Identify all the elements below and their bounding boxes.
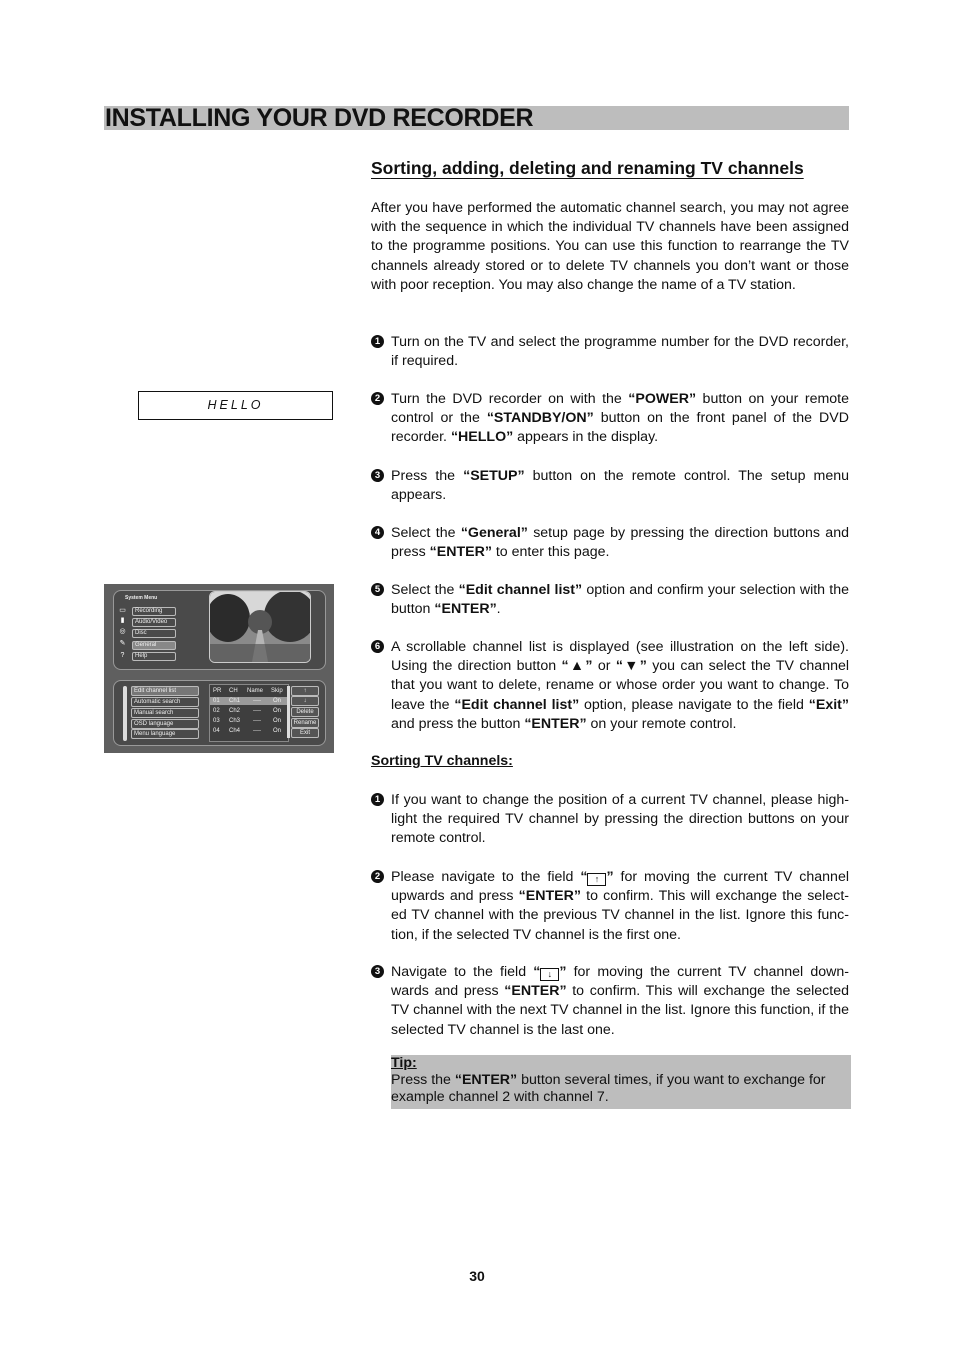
col-skip: Skip <box>271 688 283 694</box>
step-number: 6 <box>371 640 384 653</box>
step-text: or <box>592 658 616 675</box>
general-label: “General” <box>460 525 528 541</box>
cell: Ch3 <box>229 718 241 724</box>
sorting-step-1 <box>371 791 849 849</box>
sorting-step-2 <box>371 868 849 945</box>
step-number: 3 <box>371 965 384 978</box>
col-pr: PR <box>213 688 222 694</box>
step-number: 2 <box>371 870 384 883</box>
step-2 <box>371 390 849 448</box>
osd-title: System Menu <box>125 595 158 601</box>
power-label: “POWER” <box>628 391 697 407</box>
menu-item-disc[interactable]: Disc <box>132 629 176 638</box>
step-text: for moving the current TV channel upwards and press <box>391 869 849 905</box>
step-number: 4 <box>371 526 384 539</box>
option-automatic-search[interactable]: Automatic search <box>131 697 199 707</box>
cell: ---- <box>253 728 261 734</box>
col-ch: CH <box>229 688 238 694</box>
display-text: HELLO <box>207 398 264 412</box>
page-number: 30 <box>469 1268 485 1284</box>
cell: On <box>273 708 282 714</box>
disc-icon: ◎ <box>119 628 126 635</box>
step-text: Select the <box>391 525 461 541</box>
quote-open: “ <box>580 869 588 885</box>
cell: ---- <box>253 708 261 714</box>
step-text: to confirm. This will exchange the select-ed TV channel with the previous TV channel in the list. Ignore this func-tion, if the selected TV channel is the first one. <box>391 888 849 943</box>
quote-open: “ <box>533 964 541 980</box>
step-text: Press the <box>391 468 464 484</box>
step-number: 2 <box>371 392 384 405</box>
osd-screenshot <box>104 584 334 753</box>
step-text: Navigate to the field <box>391 964 534 980</box>
tip-box <box>391 1055 851 1109</box>
enter-label: “ENTER” <box>518 888 581 905</box>
step-text: . <box>496 601 501 618</box>
step-text: you can select the TV channel that you want to delete, rename or whose order you want to change. To leave the <box>391 658 850 713</box>
monitor-icon: ▮ <box>120 617 125 624</box>
step-3 <box>371 467 849 505</box>
table-row[interactable] <box>213 707 287 715</box>
step-text: appears in the display. <box>513 429 659 446</box>
step-text: setup page by pressing the direction buttons and press <box>391 525 849 561</box>
move-up-button[interactable]: ↑ <box>291 686 319 696</box>
step-text: Please navigate to the field <box>391 869 581 885</box>
tree-road-image <box>210 592 310 662</box>
step-text: button on the remote control. The setup menu appears. <box>391 468 849 504</box>
move-down-icon: ↓ <box>540 968 559 981</box>
step-number: 5 <box>371 583 384 596</box>
step-text: option, please navigate to the field <box>579 696 809 713</box>
menu-item-help[interactable]: Help <box>132 652 176 661</box>
cell: Ch1 <box>229 698 241 704</box>
step-text: on your remote control. <box>586 715 737 732</box>
menu-item-recording[interactable]: Recording <box>132 607 176 616</box>
step-text: button on your remote control or the <box>391 391 849 427</box>
hello-label: “HELLO” <box>450 429 514 446</box>
video-preview <box>209 591 311 663</box>
section-heading: Sorting, adding, deleting and renaming TV channels <box>371 158 804 178</box>
enter-label: “ENTER” <box>454 1072 518 1088</box>
cell: ---- <box>253 698 261 704</box>
menu-item-general[interactable]: General <box>132 641 176 650</box>
enter-label: “ENTER” <box>429 544 492 561</box>
table-row[interactable] <box>213 717 287 725</box>
step-text: If you want to change the position of a current TV channel, please high-light the required TV channel by pressing the direction buttons on your remote control. <box>391 792 849 847</box>
move-up-icon: ↑ <box>587 873 606 886</box>
table-row[interactable] <box>210 697 288 705</box>
step-text: button on the front panel of the DVD recorder. <box>391 410 849 446</box>
quote-close: ” <box>606 869 614 885</box>
enter-label: “ENTER” <box>504 983 567 1000</box>
sorting-heading: Sorting TV channels: <box>371 753 513 769</box>
setup-label: “SETUP” <box>463 468 525 484</box>
step-text: Select the <box>391 582 459 598</box>
cell: 03 <box>213 718 220 724</box>
step-number: 1 <box>371 335 384 348</box>
step-text: to confirm. This will exchange the selected TV channel with the next TV channel in the list. Ignore this function, if the selected TV channel is the last one. <box>391 983 849 1038</box>
step-4 <box>371 524 849 562</box>
step-text: to enter this page. <box>491 544 610 561</box>
cell: On <box>273 718 282 724</box>
exit-label: “Exit” <box>808 696 850 713</box>
help-icon: ? <box>120 652 125 659</box>
edit-channel-list-label: “Edit channel list” <box>454 696 580 713</box>
move-down-button[interactable]: ↓ <box>291 696 319 706</box>
cell: 01 <box>213 698 220 704</box>
tip-text: Press the <box>391 1072 455 1088</box>
cell: Ch4 <box>229 728 241 734</box>
cell: 02 <box>213 708 220 714</box>
step-text: for moving the current TV channel down-wards and press <box>391 964 849 1000</box>
step-text: Turn the DVD recorder on with the <box>391 391 629 407</box>
page-title: INSTALLING YOUR DVD RECORDER <box>105 104 534 132</box>
option-menu-language[interactable]: Menu language <box>131 729 199 739</box>
step-text: and press the button <box>391 715 525 732</box>
menu-item-audio-video[interactable]: Audio/Video <box>132 618 176 627</box>
options-scrollbar[interactable] <box>123 686 127 741</box>
step-number: 1 <box>371 793 384 806</box>
rename-button[interactable]: Rename <box>291 718 319 728</box>
sorting-step-3 <box>371 963 849 1040</box>
record-icon: ▭ <box>119 607 126 614</box>
tip-label: Tip: <box>391 1055 417 1071</box>
option-osd-language[interactable]: OSD language <box>131 719 199 729</box>
cell: 04 <box>213 728 220 734</box>
channel-table <box>209 684 289 742</box>
wrench-icon: ✎ <box>119 640 126 647</box>
display-box <box>138 391 333 420</box>
edit-channel-list-label: “Edit channel list” <box>458 582 583 598</box>
enter-label: “ENTER” <box>524 715 587 732</box>
table-row[interactable] <box>213 727 287 735</box>
table-header <box>213 687 287 695</box>
step-text: Turn on the TV and select the programme number for the DVD recorder, if required. <box>391 334 849 370</box>
table-scrollbar[interactable] <box>287 686 290 738</box>
tip-text: button several times, if you want to exchange for example channel 2 with channel 7. <box>391 1072 826 1105</box>
step-text: A scrollable channel list is displayed (see illustration on the left side). Using the direction button <box>391 639 849 675</box>
step-1 <box>371 333 849 371</box>
step-text: option and confirm your selection with the button <box>391 582 850 618</box>
option-edit-channel-list[interactable]: Edit channel list <box>131 686 199 696</box>
standby-label: “STANDBY/ON” <box>486 410 594 427</box>
up-label: “▲” <box>561 658 593 675</box>
cell: On <box>273 698 282 704</box>
cell: ---- <box>253 718 261 724</box>
step-5 <box>371 581 849 619</box>
option-manual-search[interactable]: Manual search <box>131 708 199 718</box>
step-number: 3 <box>371 469 384 482</box>
enter-label: “ENTER” <box>434 601 497 618</box>
delete-button[interactable]: Delete <box>291 707 319 717</box>
intro-paragraph: After you have performed the automatic channel search, you may not agree with the sequence in which the individual TV channels have been assigned to the programme positions. You can use this function to rearrange the TV channels already stored or to delete TV channels you don’t want or those with poor reception. You may also change the name of a TV station. <box>371 200 849 293</box>
down-label: “▼” <box>615 658 647 675</box>
quote-close: ” <box>559 964 567 980</box>
exit-button[interactable]: Exit <box>291 728 319 738</box>
cell: Ch2 <box>229 708 241 714</box>
step-6 <box>371 638 849 734</box>
cell: On <box>273 728 282 734</box>
col-name: Name <box>247 688 264 694</box>
